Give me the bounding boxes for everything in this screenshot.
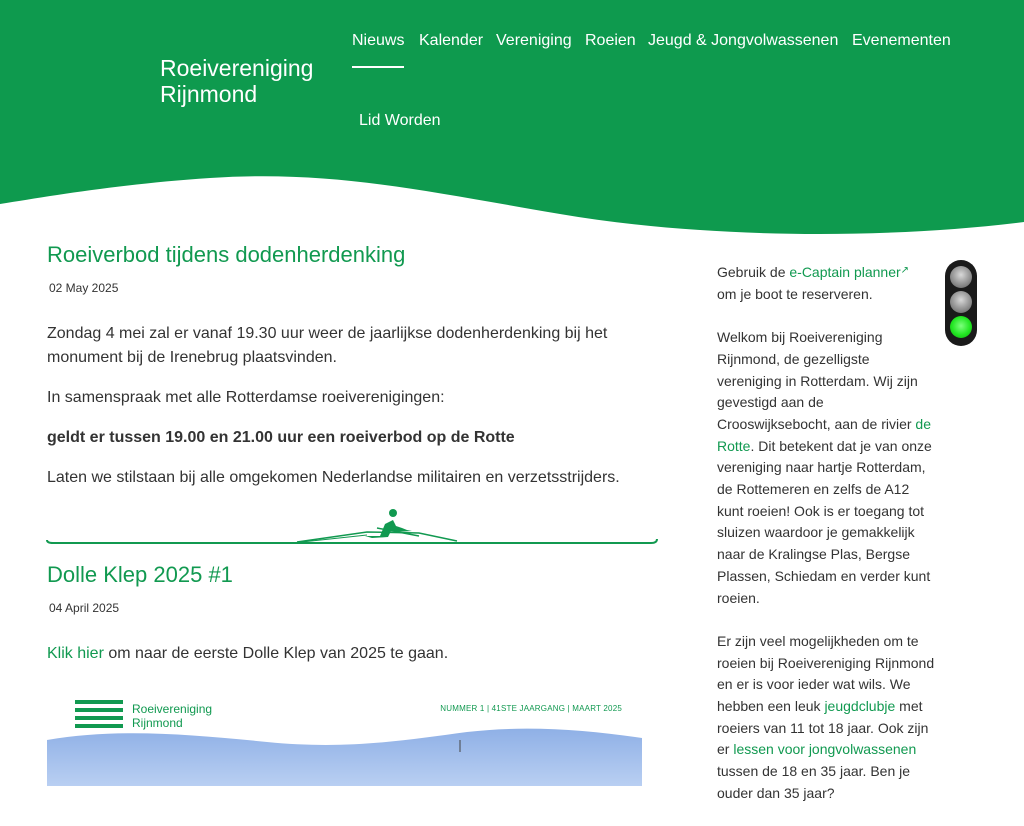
sidebar (717, 260, 937, 826)
sidebar-text: tussen de 18 en 35 jaar. Ben je ouder dan 35 jaar? (717, 763, 911, 801)
newsletter-sky-wave (47, 726, 642, 786)
post-body (47, 322, 659, 490)
post-paragraph-bold (47, 426, 659, 450)
sidebar-welcome-text (717, 327, 937, 609)
rowing-status-traffic-light-icon (945, 260, 977, 346)
sidebar-text: Gebruik de (717, 264, 790, 280)
external-link-icon: ↗ (900, 265, 910, 276)
nav-item-jeugd-jongvolwassenen[interactable]: Jeugd & Jongvolwassenen (648, 32, 839, 49)
nav-item-vereniging[interactable]: Vereniging (496, 32, 572, 49)
post-date: 04 April 2025 (49, 601, 120, 615)
sidebar-text: om je boot te reserveren. (717, 285, 873, 302)
link-suffix-text: om naar de eerste Dolle Klep van 2025 te gaan. (103, 645, 449, 662)
nav-item-evenementen[interactable]: Evenementen (852, 32, 951, 49)
nav-item-nieuws[interactable]: Nieuws (352, 30, 404, 52)
post-title[interactable]: Dolle Klep 2025 #1 (47, 562, 233, 587)
traffic-light-red-lamp (950, 266, 972, 288)
news-list (47, 240, 659, 730)
sidebar-text: . Dit betekent dat je van onze vereniging naar hartje Rotterdam, de Rottemeren en zelfs de A12 kunt roeien! Ook is er toegang tot sluizen waardoor je gemakkelijk naar de Kralingse Plas, Bergse Plassen, Schiedam en verder kunt roeien. (717, 437, 932, 606)
sidebar-text: Er zijn veel mogelijkheden om te roeien bij Roeivereniging Rijnmond en er is voor ieder wat wils. We hebben een leuk (717, 632, 935, 715)
sidebar-text: met roeiers van 11 tot 18 jaar. Ook zijn er (717, 698, 929, 758)
post-paragraph: Zondag 4 mei zal er vanaf 19.30 uur weer de jaarlijkse dodenherdenking bij het monument bij de Irenebrug plaatsvinden. (47, 325, 608, 366)
nav-item-kalender[interactable]: Kalender (419, 32, 484, 49)
post-paragraph (47, 642, 659, 666)
dolle-klep-cover-image[interactable] (47, 686, 642, 776)
newsletter-issue: NUMMER 1 | 41STE JAARGANG | MAART 2025 (440, 704, 622, 713)
sidebar-text: Welkom bij Roeivereniging Rijnmond, de gezelligste vereniging in Rotterdam. Wij zijn gevestigd aan de Crooswijksebocht, aan de rivier (717, 329, 918, 432)
lessen-jongvolwassenen-link[interactable]: lessen voor jongvolwassenen (733, 741, 917, 758)
brand-line-1: Roeivereniging (160, 55, 314, 81)
post-body (47, 642, 659, 666)
site-logo-link[interactable] (160, 55, 313, 107)
nav-item-roeien[interactable]: Roeien (585, 32, 636, 49)
ecaptain-planner-link[interactable]: e-Captain planner (789, 264, 901, 280)
post-title[interactable]: Roeiverbod tijdens dodenherdenking (47, 242, 406, 267)
jeugdclubje-link[interactable]: jeugdclubje (824, 698, 896, 715)
sidebar-reservation-text (717, 260, 937, 305)
post-paragraph: Laten we stilstaan bij alle omgekomen Nederlandse militairen en verzetsstrijders. (47, 469, 620, 486)
klik-hier-link[interactable]: Klik hier (47, 645, 104, 662)
sidebar-options-text (717, 631, 937, 805)
news-post (47, 560, 659, 666)
site-header (0, 0, 1024, 240)
nav-item-lid-worden[interactable]: Lid Worden (359, 112, 441, 129)
traffic-light-amber-lamp (950, 291, 972, 313)
de-rotte-link[interactable]: de Rotte (717, 415, 931, 454)
post-paragraph: In samenspraak met alle Rotterdamse roeiverenigingen: (47, 389, 445, 406)
news-post (47, 240, 659, 490)
traffic-light-green-lamp (950, 316, 972, 338)
newsletter-brand-line-2: Rijnmond (132, 716, 183, 730)
post-date: 02 May 2025 (49, 281, 119, 295)
brand-line-2: Rijnmond (160, 81, 258, 107)
rower-divider (47, 506, 659, 546)
newsletter-brand-line-1: Roeivereniging (132, 702, 213, 716)
bold-text: geldt er tussen 19.00 en 21.00 uur een roeiverbod op de Rotte (47, 429, 515, 446)
